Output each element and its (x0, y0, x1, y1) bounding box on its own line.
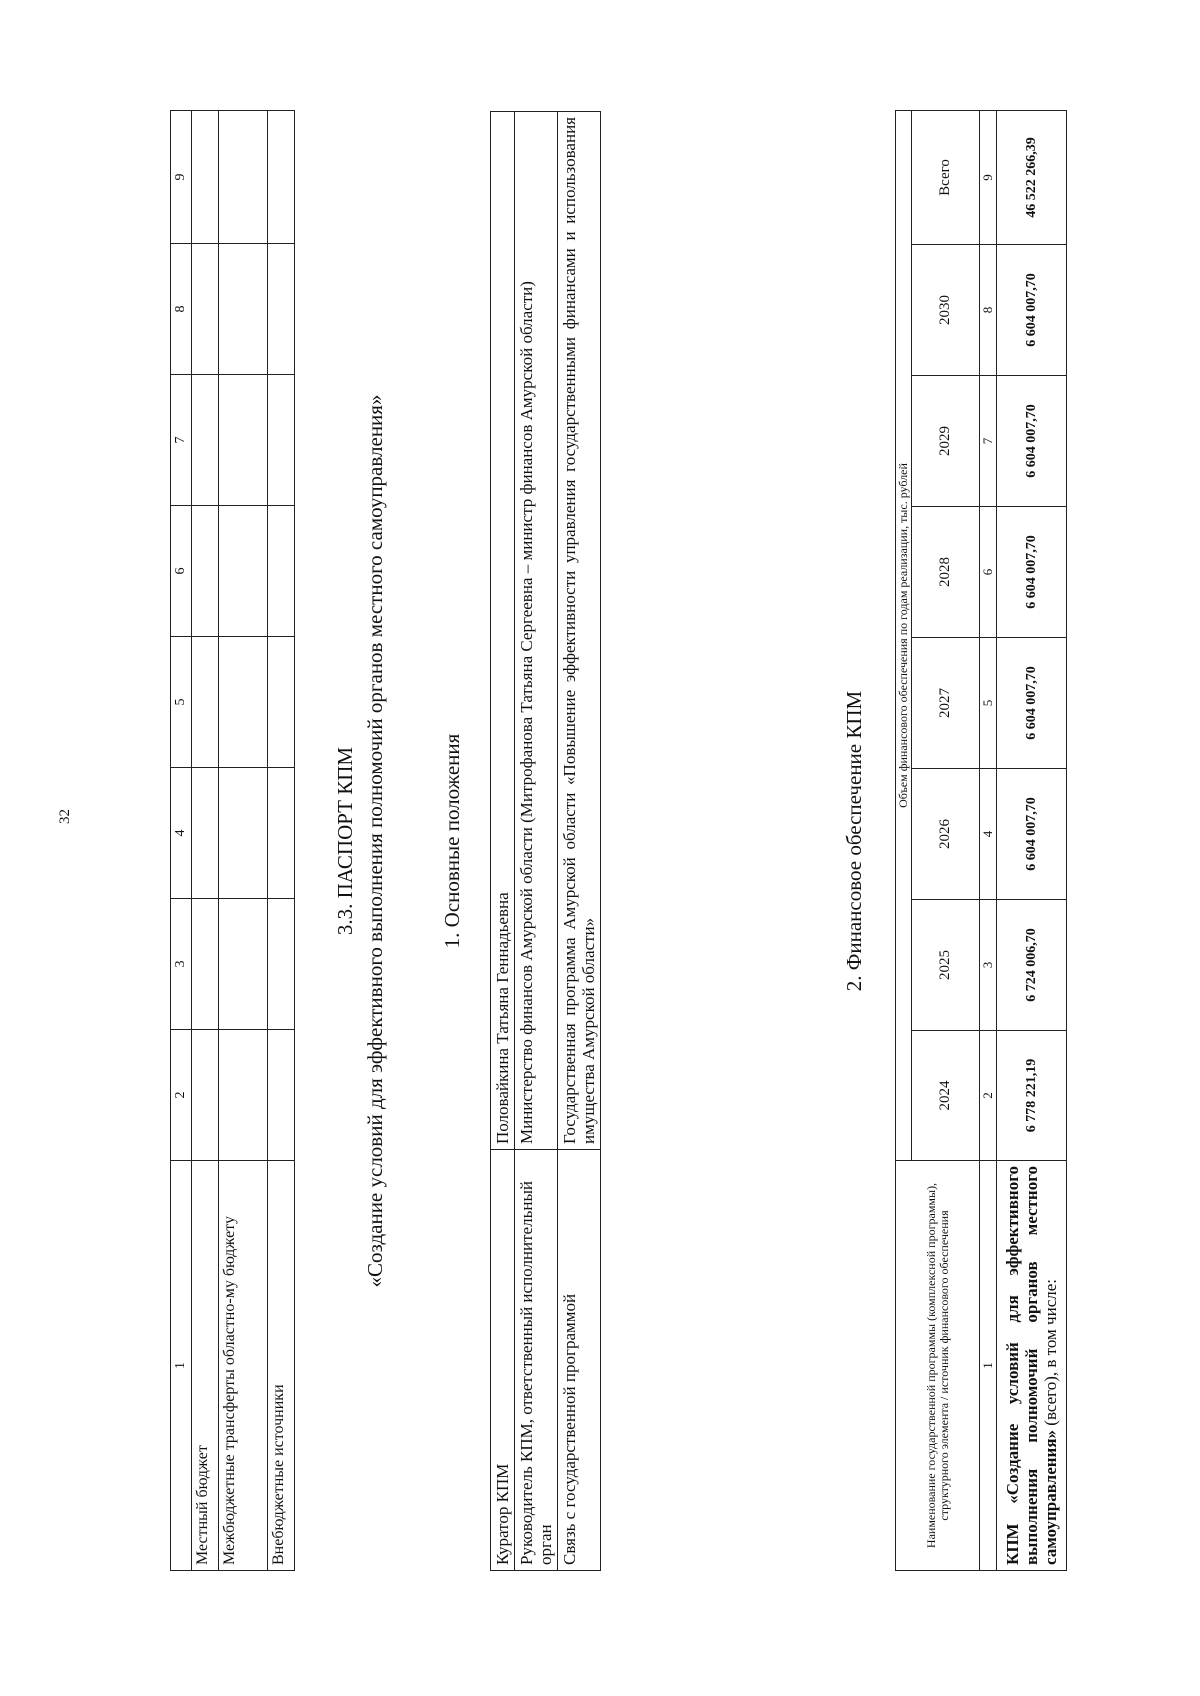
section2-title: 2. Финансовое обеспечение КПМ (842, 690, 866, 992)
row-label-rest: (всего), в том числе: (1041, 1278, 1060, 1430)
table-row (491, 112, 515, 1571)
year-header: 2025 (912, 900, 980, 1031)
index-cell: 7 (980, 376, 997, 507)
row-label: Руководитель КПМ, ответственный исполнительный орган (515, 1150, 558, 1571)
passport-subtitle: «Создание условий для эффективного выполнения полномочий органов местного самоуправления» (363, 394, 387, 1288)
rotated-page-content (100, 61, 1180, 1571)
total-header: Всего (912, 110, 980, 244)
row-label: Межбюджетные трансферты областно-му бюджету (219, 1161, 268, 1571)
index-cell: 2 (980, 1031, 997, 1161)
row-label (997, 1161, 1067, 1571)
table-row (192, 111, 219, 1571)
table-row (515, 112, 558, 1571)
header-row (896, 110, 912, 1570)
col-header: 7 (171, 375, 192, 506)
row-label: Внебюджетные источники (268, 1161, 295, 1571)
year-header: 2029 (912, 376, 980, 507)
amount-cell: 6 604 007,70 (997, 769, 1067, 900)
section1-title: 1. Основные положения (440, 733, 464, 949)
year-header: 2030 (912, 245, 980, 376)
financial-table (895, 110, 1067, 1571)
col-header: 3 (171, 899, 192, 1030)
amount-cell: 6 604 007,70 (997, 376, 1067, 507)
col-header: 4 (171, 768, 192, 899)
row-label: Куратор КПМ (491, 1150, 515, 1571)
col-header: 1 (171, 1161, 192, 1571)
amount-cell: 6 604 007,70 (997, 638, 1067, 769)
year-header: 2027 (912, 638, 980, 769)
col-header: 5 (171, 637, 192, 768)
table-row (268, 111, 295, 1571)
col-header: 2 (171, 1030, 192, 1161)
row-value: Министерство финансов Амурской области (Митрофанова Татьяна Сергеевна – министр финансов Амурской области) (515, 112, 558, 1150)
index-cell: 9 (980, 110, 997, 244)
index-cell: 6 (980, 507, 997, 638)
group-header: Объем финансового обеспечения по годам реализации, тыс. рублей (896, 110, 912, 1160)
row-label: Связь с государственной программой (558, 1150, 601, 1571)
page-number: 32 (57, 809, 73, 824)
basic-provisions-table (490, 111, 601, 1571)
amount-cell: 6 724 006,70 (997, 900, 1067, 1031)
passport-title: 3.3. ПАСПОРТ КПМ (333, 746, 357, 936)
table-row (558, 112, 601, 1571)
col-header: 8 (171, 244, 192, 375)
header-row (171, 111, 192, 1571)
row-label: Местный бюджет (192, 1161, 219, 1571)
table-row (997, 110, 1067, 1570)
index-row (980, 110, 997, 1570)
table-row (219, 111, 268, 1571)
row-label-bold: КПМ «Создание условий для эффективного выполнения полномочий органов местного самоуправления» (1003, 1166, 1060, 1565)
name-header: Наименование государственной программы (комплексной программы), структурного элемента / источник финансового обеспечения (896, 1161, 980, 1571)
row-value: Государственная программа Амурской области «Повышение эффективности управления государственными финансами и использования имущества Амурской области» (558, 112, 601, 1150)
amount-cell: 6 604 007,70 (997, 245, 1067, 376)
year-header: 2028 (912, 507, 980, 638)
continuation-table (170, 110, 295, 1571)
index-cell: 8 (980, 245, 997, 376)
index-cell: 4 (980, 769, 997, 900)
amount-cell: 6 604 007,70 (997, 507, 1067, 638)
col-header: 6 (171, 506, 192, 637)
index-cell: 1 (980, 1161, 997, 1571)
row-value: Половайкина Татьяна Геннадьевна (491, 112, 515, 1150)
amount-cell: 6 778 221,19 (997, 1031, 1067, 1161)
year-header: 2026 (912, 769, 980, 900)
year-header: 2024 (912, 1031, 980, 1161)
total-cell: 46 522 266,39 (997, 110, 1067, 244)
index-cell: 5 (980, 638, 997, 769)
index-cell: 3 (980, 900, 997, 1031)
col-header: 9 (171, 111, 192, 244)
